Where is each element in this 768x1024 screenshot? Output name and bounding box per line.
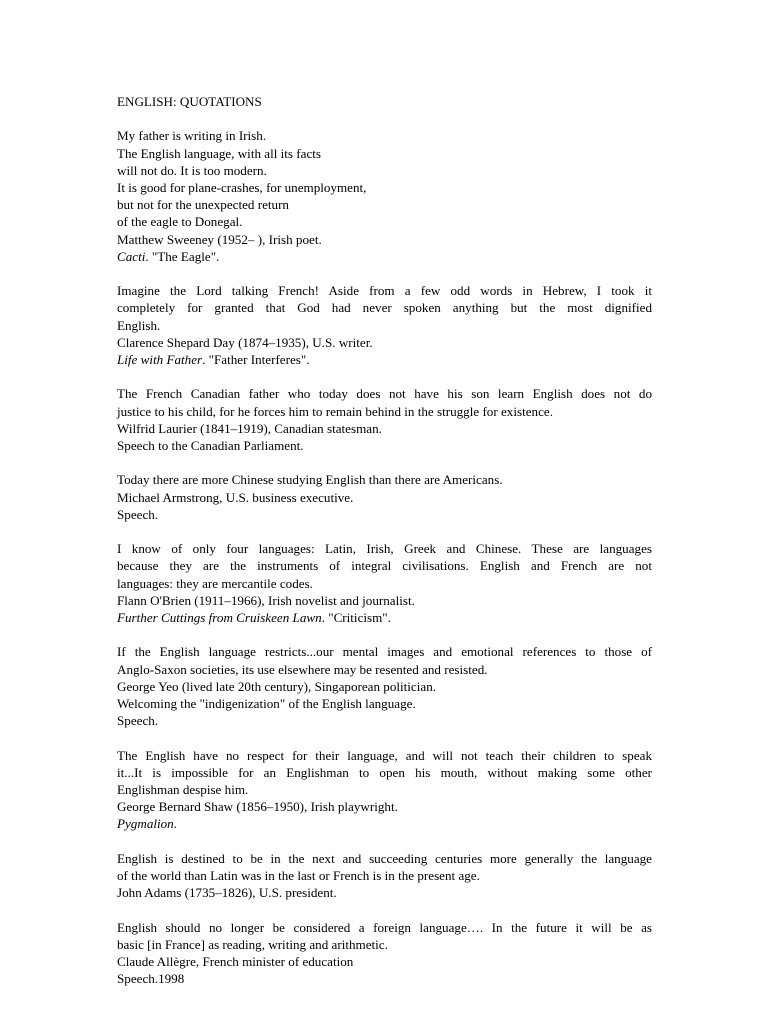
- poem-line: will not do. It is too modern.: [117, 162, 267, 178]
- quote-text-line: If the English language restricts...our mental images and emotional references to those of: [117, 644, 652, 660]
- quote-source: Speech.: [117, 506, 159, 522]
- work-title: Further Cuttings from Cruiskeen Lawn: [117, 610, 322, 626]
- quote-armstrong: [117, 471, 652, 523]
- work-suffix: . "Criticism".: [321, 610, 391, 626]
- quote-author: Flann O'Brien (1911–1966), Irish novelist and journalist.: [117, 592, 415, 608]
- quote-adams: [117, 850, 652, 902]
- work-suffix: . "Father Interferes".: [202, 352, 310, 368]
- quote-text-line: Imagine the Lord talking French! Aside from a few odd words in Hebrew, I took it: [117, 283, 652, 299]
- quote-source: [117, 351, 652, 368]
- quote-text-line: The French Canadian father who today does not have his son learn English does not do: [117, 386, 652, 402]
- quote-author: Claude Allègre, French minister of education: [117, 954, 354, 970]
- work-title: Pygmalion: [117, 816, 174, 832]
- quote-text-line: of the world than Latin was in the last or French is in the present age.: [117, 868, 480, 884]
- quote-yeo: [117, 643, 652, 729]
- quote-text-line: Anglo-Saxon societies, its use elsewhere may be resented and resisted.: [117, 661, 488, 677]
- work-title: Cacti: [117, 248, 146, 264]
- quote-text-line: basic [in France] as reading, writing and arithmetic.: [117, 936, 388, 952]
- quote-text-line: because they are the instruments of integral civilisations. English and French are not: [117, 558, 652, 574]
- quote-source: Speech.1998: [117, 971, 185, 987]
- quote-obrien: [117, 540, 652, 626]
- quote-text-line: completely for granted that God had never spoken anything but the most dignified: [117, 300, 652, 316]
- quote-source: [117, 815, 652, 832]
- quote-text-line: English.: [117, 317, 161, 333]
- quote-author: John Adams (1735–1826), U.S. president.: [117, 885, 337, 901]
- quote-text-line: English should no longer be considered a foreign language…. In the future it will be as: [117, 919, 652, 935]
- poem-line: The English language, with all its facts: [117, 145, 321, 161]
- quote-source: [117, 609, 652, 626]
- quote-text-line: The English have no respect for their language, and will not teach their children to speak: [117, 747, 652, 763]
- quote-day: [117, 282, 652, 368]
- quote-text-line: I know of only four languages: Latin, Irish, Greek and Chinese. These are languages: [117, 541, 652, 557]
- quote-text-line: English is destined to be in the next and succeeding centuries more generally the language: [117, 850, 652, 866]
- quote-author: Matthew Sweeney (1952– ), Irish poet.: [117, 231, 322, 247]
- quote-text: Today there are more Chinese studying English than there are Americans.: [117, 472, 503, 488]
- quote-author: Michael Armstrong, U.S. business executive.: [117, 489, 354, 505]
- quote-context: Welcoming the "indigenization" of the English language.: [117, 696, 416, 712]
- quote-allegre: [117, 919, 652, 988]
- quote-text-line: justice to his child, for he forces him to remain behind in the struggle for existence.: [117, 403, 553, 419]
- poem-line: of the eagle to Donegal.: [117, 214, 243, 230]
- work-title: Life with Father: [117, 352, 203, 368]
- page-title: ENGLISH: QUOTATIONS: [117, 94, 262, 109]
- quote-sweeney: [117, 127, 652, 265]
- quote-text-line: languages: they are mercantile codes.: [117, 575, 313, 591]
- document-page: [117, 93, 652, 1005]
- quote-source: Speech.: [117, 713, 159, 729]
- quote-text-line: Englishman despise him.: [117, 782, 249, 798]
- quote-author: George Yeo (lived late 20th century), Singaporean politician.: [117, 678, 437, 694]
- quote-author: George Bernard Shaw (1856–1950), Irish playwright.: [117, 799, 398, 815]
- quote-text-line: it...It is impossible for an Englishman to open his mouth, without making some other: [117, 764, 652, 780]
- work-suffix: .: [173, 816, 178, 832]
- work-suffix: . "The Eagle".: [145, 248, 220, 264]
- poem-line: It is good for plane-crashes, for unemployment,: [117, 180, 367, 195]
- poem-line: but not for the unexpected return: [117, 197, 289, 213]
- quote-author: Wilfrid Laurier (1841–1919), Canadian statesman.: [117, 420, 382, 436]
- poem-line: My father is writing in Irish.: [117, 128, 267, 144]
- quote-source: [117, 248, 652, 265]
- quote-author: Clarence Shepard Day (1874–1935), U.S. writer.: [117, 334, 373, 350]
- quote-source: Speech to the Canadian Parliament.: [117, 438, 304, 454]
- quote-laurier: [117, 385, 652, 454]
- quote-shaw: [117, 747, 652, 833]
